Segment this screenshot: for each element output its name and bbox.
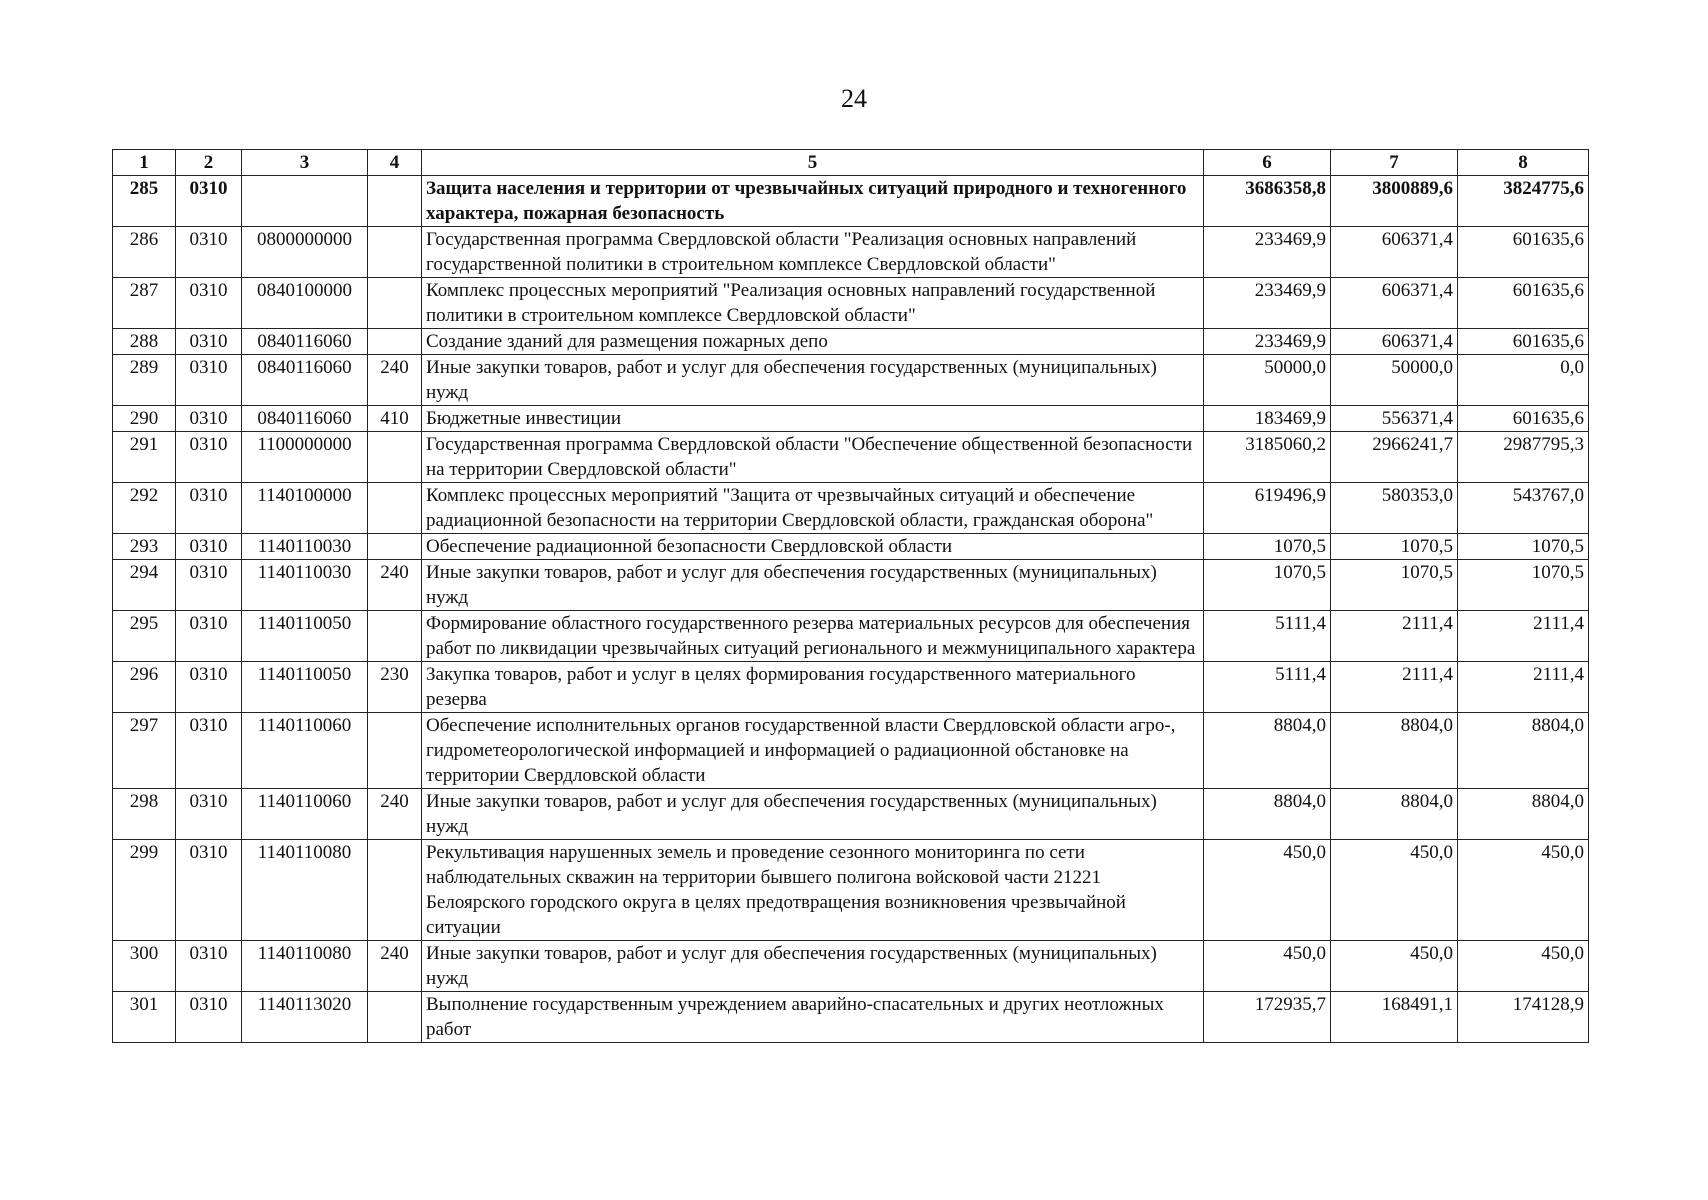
row-description: Комплекс процессных мероприятий "Реализация основных направлений государственной политики в строительном комплексе Свердловской области" xyxy=(422,278,1204,329)
amount-col-6: 233469,9 xyxy=(1204,278,1331,329)
table-header-row xyxy=(113,150,1589,176)
section-code: 0310 xyxy=(176,840,242,941)
row-number: 291 xyxy=(113,432,176,483)
amount-col-7: 2966241,7 xyxy=(1331,432,1458,483)
row-description: Иные закупки товаров, работ и услуг для обеспечения государственных (муниципальных) нужд xyxy=(422,560,1204,611)
target-article-code: 1140110050 xyxy=(242,611,368,662)
target-article-code: 0840116060 xyxy=(242,329,368,355)
row-description: Иные закупки товаров, работ и услуг для обеспечения государственных (муниципальных) нужд xyxy=(422,789,1204,840)
table-row xyxy=(113,713,1589,789)
amount-col-7: 8804,0 xyxy=(1331,713,1458,789)
amount-col-6: 183469,9 xyxy=(1204,406,1331,432)
row-number: 289 xyxy=(113,355,176,406)
row-number: 298 xyxy=(113,789,176,840)
amount-col-7: 606371,4 xyxy=(1331,278,1458,329)
amount-col-8: 3824775,6 xyxy=(1458,176,1589,227)
amount-col-6: 233469,9 xyxy=(1204,227,1331,278)
amount-col-8: 1070,5 xyxy=(1458,534,1589,560)
amount-col-8: 2111,4 xyxy=(1458,662,1589,713)
row-description: Обеспечение исполнительных органов государственной власти Свердловской области агро-, гидрометеорологической информацией и информацией о радиационной обстановке на территории Свердловской области xyxy=(422,713,1204,789)
table-row xyxy=(113,483,1589,534)
target-article-code: 0800000000 xyxy=(242,227,368,278)
header-col-1: 1 xyxy=(113,150,176,176)
row-description: Обеспечение радиационной безопасности Свердловской области xyxy=(422,534,1204,560)
amount-col-8: 601635,6 xyxy=(1458,329,1589,355)
expense-type-code: 240 xyxy=(368,560,422,611)
target-article-code: 1100000000 xyxy=(242,432,368,483)
amount-col-6: 233469,9 xyxy=(1204,329,1331,355)
amount-col-6: 3185060,2 xyxy=(1204,432,1331,483)
row-number: 292 xyxy=(113,483,176,534)
amount-col-8: 8804,0 xyxy=(1458,713,1589,789)
expense-type-code xyxy=(368,227,422,278)
section-code: 0310 xyxy=(176,355,242,406)
row-number: 294 xyxy=(113,560,176,611)
expense-type-code: 410 xyxy=(368,406,422,432)
target-article-code: 1140110080 xyxy=(242,840,368,941)
section-code: 0310 xyxy=(176,713,242,789)
table-row xyxy=(113,406,1589,432)
row-number: 300 xyxy=(113,941,176,992)
table-row xyxy=(113,432,1589,483)
expense-type-code: 230 xyxy=(368,662,422,713)
target-article-code xyxy=(242,176,368,227)
row-number: 297 xyxy=(113,713,176,789)
target-article-code: 1140110030 xyxy=(242,534,368,560)
amount-col-6: 8804,0 xyxy=(1204,789,1331,840)
table-body xyxy=(113,176,1589,1043)
amount-col-7: 450,0 xyxy=(1331,840,1458,941)
row-number: 287 xyxy=(113,278,176,329)
amount-col-7: 2111,4 xyxy=(1331,662,1458,713)
section-code: 0310 xyxy=(176,941,242,992)
row-number: 295 xyxy=(113,611,176,662)
table-row xyxy=(113,662,1589,713)
section-code: 0310 xyxy=(176,992,242,1043)
section-code: 0310 xyxy=(176,483,242,534)
row-number: 285 xyxy=(113,176,176,227)
section-code: 0310 xyxy=(176,329,242,355)
amount-col-7: 50000,0 xyxy=(1331,355,1458,406)
amount-col-6: 619496,9 xyxy=(1204,483,1331,534)
row-description: Бюджетные инвестиции xyxy=(422,406,1204,432)
row-description: Формирование областного государственного резерва материальных ресурсов для обеспечения работ по ликвидации чрезвычайных ситуаций регионального и межмуниципального характера xyxy=(422,611,1204,662)
table-row xyxy=(113,611,1589,662)
header-col-6: 6 xyxy=(1204,150,1331,176)
budget-table xyxy=(112,149,1589,1043)
amount-col-8: 601635,6 xyxy=(1458,227,1589,278)
amount-col-8: 2111,4 xyxy=(1458,611,1589,662)
expense-type-code xyxy=(368,176,422,227)
table-row xyxy=(113,560,1589,611)
target-article-code: 0840116060 xyxy=(242,355,368,406)
amount-col-7: 8804,0 xyxy=(1331,789,1458,840)
row-description: Создание зданий для размещения пожарных депо xyxy=(422,329,1204,355)
amount-col-8: 601635,6 xyxy=(1458,406,1589,432)
section-code: 0310 xyxy=(176,534,242,560)
amount-col-6: 50000,0 xyxy=(1204,355,1331,406)
row-number: 301 xyxy=(113,992,176,1043)
row-description: Комплекс процессных мероприятий "Защита от чрезвычайных ситуаций и обеспечение радиационной безопасности на территории Свердловской области, гражданская оборона" xyxy=(422,483,1204,534)
amount-col-8: 450,0 xyxy=(1458,840,1589,941)
amount-col-8: 2987795,3 xyxy=(1458,432,1589,483)
page-number: 24 xyxy=(841,84,867,113)
expense-type-code xyxy=(368,329,422,355)
target-article-code: 0840100000 xyxy=(242,278,368,329)
amount-col-7: 606371,4 xyxy=(1331,329,1458,355)
amount-col-6: 450,0 xyxy=(1204,840,1331,941)
section-code: 0310 xyxy=(176,278,242,329)
section-code: 0310 xyxy=(176,432,242,483)
target-article-code: 1140110060 xyxy=(242,789,368,840)
row-description: Защита населения и территории от чрезвычайных ситуаций природного и техногенного характера, пожарная безопасность xyxy=(422,176,1204,227)
amount-col-6: 450,0 xyxy=(1204,941,1331,992)
expense-type-code: 240 xyxy=(368,355,422,406)
amount-col-7: 3800889,6 xyxy=(1331,176,1458,227)
amount-col-6: 5111,4 xyxy=(1204,662,1331,713)
amount-col-8: 174128,9 xyxy=(1458,992,1589,1043)
table-row xyxy=(113,840,1589,941)
row-number: 293 xyxy=(113,534,176,560)
header-col-3: 3 xyxy=(242,150,368,176)
section-code: 0310 xyxy=(176,176,242,227)
table-row xyxy=(113,941,1589,992)
target-article-code: 1140100000 xyxy=(242,483,368,534)
target-article-code: 1140110060 xyxy=(242,713,368,789)
header-col-5: 5 xyxy=(422,150,1204,176)
amount-col-7: 2111,4 xyxy=(1331,611,1458,662)
expense-type-code xyxy=(368,278,422,329)
target-article-code: 1140110030 xyxy=(242,560,368,611)
row-description: Выполнение государственным учреждением аварийно-спасательных и других неотложных работ xyxy=(422,992,1204,1043)
amount-col-6: 5111,4 xyxy=(1204,611,1331,662)
header-col-2: 2 xyxy=(176,150,242,176)
row-description: Рекультивация нарушенных земель и проведение сезонного мониторинга по сети наблюдательных скважин на территории бывшего полигона войсковой части 21221 Белоярского городского округа в целях предотвращения возникновения чрезвычайной ситуации xyxy=(422,840,1204,941)
table-row xyxy=(113,992,1589,1043)
section-code: 0310 xyxy=(176,406,242,432)
header-col-4: 4 xyxy=(368,150,422,176)
amount-col-7: 606371,4 xyxy=(1331,227,1458,278)
row-description: Иные закупки товаров, работ и услуг для обеспечения государственных (муниципальных) нужд xyxy=(422,941,1204,992)
amount-col-8: 8804,0 xyxy=(1458,789,1589,840)
amount-col-6: 3686358,8 xyxy=(1204,176,1331,227)
expense-type-code: 240 xyxy=(368,941,422,992)
amount-col-8: 450,0 xyxy=(1458,941,1589,992)
row-description: Закупка товаров, работ и услуг в целях формирования государственного материального резерва xyxy=(422,662,1204,713)
table-row xyxy=(113,278,1589,329)
amount-col-6: 8804,0 xyxy=(1204,713,1331,789)
row-number: 286 xyxy=(113,227,176,278)
row-number: 299 xyxy=(113,840,176,941)
expense-type-code: 240 xyxy=(368,789,422,840)
amount-col-7: 450,0 xyxy=(1331,941,1458,992)
table-row xyxy=(113,355,1589,406)
amount-col-6: 1070,5 xyxy=(1204,560,1331,611)
expense-type-code xyxy=(368,432,422,483)
expense-type-code xyxy=(368,611,422,662)
expense-type-code xyxy=(368,840,422,941)
section-code: 0310 xyxy=(176,227,242,278)
amount-col-6: 1070,5 xyxy=(1204,534,1331,560)
table-row xyxy=(113,534,1589,560)
amount-col-6: 172935,7 xyxy=(1204,992,1331,1043)
amount-col-7: 556371,4 xyxy=(1331,406,1458,432)
row-number: 296 xyxy=(113,662,176,713)
table-row xyxy=(113,329,1589,355)
target-article-code: 1140113020 xyxy=(242,992,368,1043)
amount-col-7: 1070,5 xyxy=(1331,534,1458,560)
target-article-code: 0840116060 xyxy=(242,406,368,432)
amount-col-7: 1070,5 xyxy=(1331,560,1458,611)
row-description: Иные закупки товаров, работ и услуг для обеспечения государственных (муниципальных) нужд xyxy=(422,355,1204,406)
expense-type-code xyxy=(368,534,422,560)
target-article-code: 1140110050 xyxy=(242,662,368,713)
amount-col-8: 543767,0 xyxy=(1458,483,1589,534)
row-number: 288 xyxy=(113,329,176,355)
row-description: Государственная программа Свердловской области "Реализация основных направлений государственной политики в строительном комплексе Свердловской области" xyxy=(422,227,1204,278)
expense-type-code xyxy=(368,483,422,534)
amount-col-8: 1070,5 xyxy=(1458,560,1589,611)
table-row xyxy=(113,227,1589,278)
amount-col-8: 601635,6 xyxy=(1458,278,1589,329)
amount-col-7: 168491,1 xyxy=(1331,992,1458,1043)
section-code: 0310 xyxy=(176,611,242,662)
row-description: Государственная программа Свердловской области "Обеспечение общественной безопасности на территории Свердловской области" xyxy=(422,432,1204,483)
expense-type-code xyxy=(368,713,422,789)
amount-col-8: 0,0 xyxy=(1458,355,1589,406)
target-article-code: 1140110080 xyxy=(242,941,368,992)
table-row xyxy=(113,176,1589,227)
table-row xyxy=(113,789,1589,840)
section-code: 0310 xyxy=(176,789,242,840)
header-col-7: 7 xyxy=(1331,150,1458,176)
section-code: 0310 xyxy=(176,560,242,611)
section-code: 0310 xyxy=(176,662,242,713)
expense-type-code xyxy=(368,992,422,1043)
row-number: 290 xyxy=(113,406,176,432)
amount-col-7: 580353,0 xyxy=(1331,483,1458,534)
header-col-8: 8 xyxy=(1458,150,1589,176)
